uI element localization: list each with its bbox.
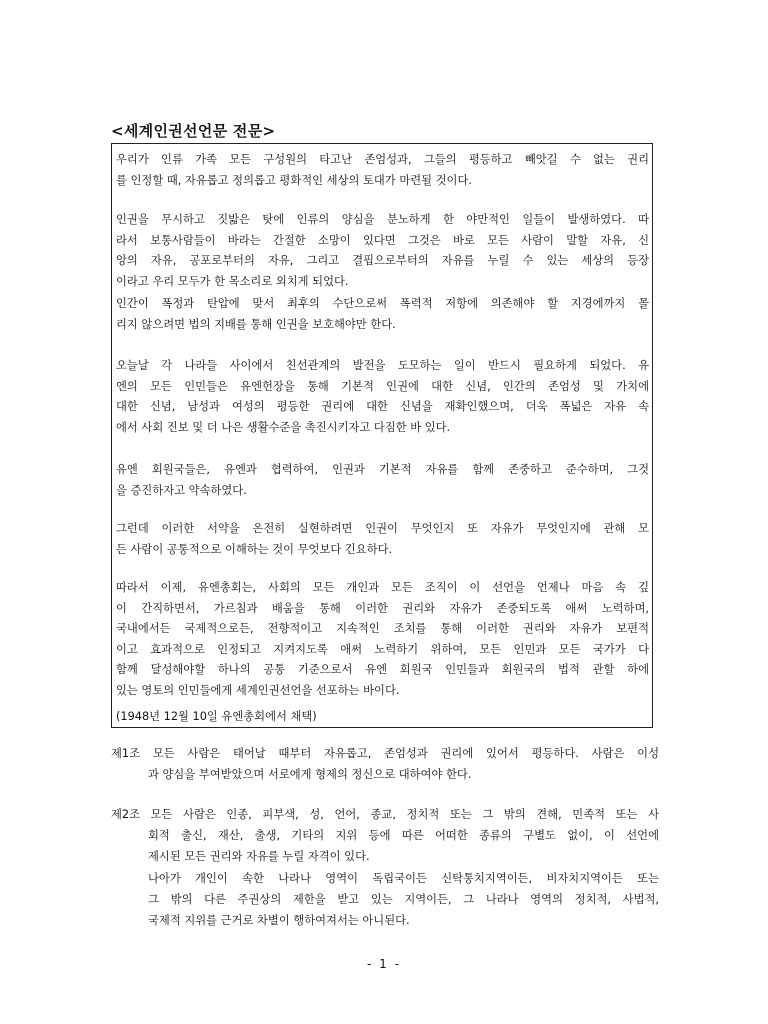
article-first-row	[111, 804, 659, 825]
article-label: 제1조	[111, 747, 141, 760]
article-line: 그 밖의 다른 주권상의 제한을 받고 있는 지역이든, 그 나라나 영역의 정치적, 사법적,	[148, 892, 659, 906]
article-line: 나아가 개인이 속한 나라나 영역이 독립국이든 신탁통치지역이든, 비자치지역이든 또는	[148, 871, 659, 885]
preamble-paragraph	[116, 578, 649, 701]
page-number: - 1 -	[367, 957, 401, 971]
preamble-line: 오늘날 각 나라들 사이에서 친선관계의 발전을 도모하는 일이 반드시 필요하게 되었다. 유	[116, 359, 649, 372]
preamble-paragraph	[116, 210, 649, 292]
page-title: <세계인권선언문 전문>	[111, 122, 276, 140]
preamble-line: 함께 달성해야할 하나의 공통 기준으로서 유엔 회원국 인민들과 회원국의 법적 관할 하에	[116, 663, 649, 676]
preamble-line: 있는 영토의 인민들에게 세계인권선언을 선포하는 바이다.	[116, 683, 400, 697]
preamble-paragraph	[116, 460, 649, 501]
preamble-line: 라서 보통사람들이 바라는 간절한 소망이 있다면 그것은 바로 모든 사람이 말할 자유, 신	[116, 233, 649, 247]
preamble-line: 에서 사회 진보 및 더 나은 생활수준을 촉진시키자고 다짐한 바 있다.	[116, 420, 451, 434]
article-line: 모든 사람은 인종, 피부색, 성, 언어, 종교, 정치적 또는 그 밖의 견해, 민족적 또는 사	[150, 808, 659, 821]
article-first-row	[111, 743, 659, 764]
preamble-line: 리지 않으려면 법의 지배를 통해 인권을 보호해야만 한다.	[116, 317, 396, 331]
adoption-note: (1948년 12월 10일 유엔총회에서 채택)	[116, 710, 317, 723]
article-label: 제2조	[111, 808, 141, 821]
preamble-line: 이 간직하면서, 가르침과 배움을 통해 이러한 권리와 자유가 존중되도록 애써 노력하며,	[116, 601, 649, 615]
preamble-line: 인권을 무시하고 짓밟은 탓에 인류의 양심을 분노하게 한 야만적인 일들이 발생하였다. 따	[116, 213, 649, 226]
preamble-line: 을 증진하자고 약속하였다.	[116, 483, 247, 497]
article	[111, 804, 659, 931]
preamble-line: 이고 효과적으로 인정되고 지켜지도록 애써 노력하기 위하여, 모든 인민과 모든 국가가 다	[116, 642, 649, 656]
preamble-paragraph	[116, 294, 649, 335]
preamble-line: 이라고 우리 모두가 한 목소리로 외치게 되었다.	[116, 274, 349, 288]
preamble-line: 대한 신념, 남성과 여성의 평등한 권리에 대한 신념을 재확인했으며, 더욱 폭넓은 자유 속	[116, 400, 649, 413]
preamble-line: 우리가 인류 가족 모든 구성원의 타고난 존엄성과, 그들의 평등하고 빼앗길 수 없는 권리	[116, 153, 649, 166]
preamble-line: 인간이 폭정과 탄압에 맞서 최후의 수단으로써 폭력적 저항에 의존해야 할 지경에까지 몰	[116, 297, 649, 310]
preamble-line: 를 인정할 때, 자유롭고 정의롭고 평화적인 세상의 토대가 마련될 것이다.	[116, 173, 472, 187]
preamble-paragraph	[116, 519, 649, 560]
preamble-line: 그런데 이러한 서약을 온전히 실현하려면 인권이 무엇인지 또 자유가 무엇인지에 관해 모	[116, 522, 649, 535]
article-line: 국제적 지위를 근거로 차별이 행하여져서는 아니된다.	[148, 914, 410, 928]
preamble-line: 엔의 모든 인민들은 유엔헌장을 통해 기본적 인권에 대한 신념, 인간의 존엄성 및 가치에	[116, 379, 649, 393]
preamble-line: 앙의 자유, 공포로부터의 자유, 그리고 결핍으로부터의 자유를 누릴 수 있는 세상의 등장	[116, 254, 649, 267]
article-line: 회적 출신, 재산, 출생, 기타의 지위 등에 따른 어떠한 종류의 구별도 없이, 이 선언에	[148, 829, 659, 843]
article-line: 모든 사람은 태어날 때부터 자유롭고, 존엄성과 권리에 있어서 평등하다. 사람은 이성	[152, 747, 659, 760]
preamble-line: 국내에서든 국제적으로든, 전향적이고 지속적인 조치를 통해 이러한 권리와 자유가 보편적	[116, 622, 649, 635]
preamble-line: 따라서 이제, 유엔총회는, 사회의 모든 개인과 모든 조직이 이 선언을 언제나 마음 속 깊	[116, 581, 649, 594]
preamble-paragraph	[116, 150, 649, 191]
article-line: 과 양심을 부여받았으며 서로에게 형제의 정신으로 대하여야 한다.	[148, 768, 472, 782]
article-line: 제시된 모든 권리와 자유를 누릴 자격이 있다.	[148, 850, 370, 864]
preamble-line: 든 사람이 공통적으로 이해하는 것이 무엇보다 긴요하다.	[116, 542, 393, 556]
preamble-line: 유엔 회원국들은, 유엔과 협력하여, 인권과 기본적 자유를 함께 존중하고 준수하며, 그것	[116, 463, 649, 476]
preamble-paragraph	[116, 356, 649, 438]
article	[111, 743, 659, 785]
